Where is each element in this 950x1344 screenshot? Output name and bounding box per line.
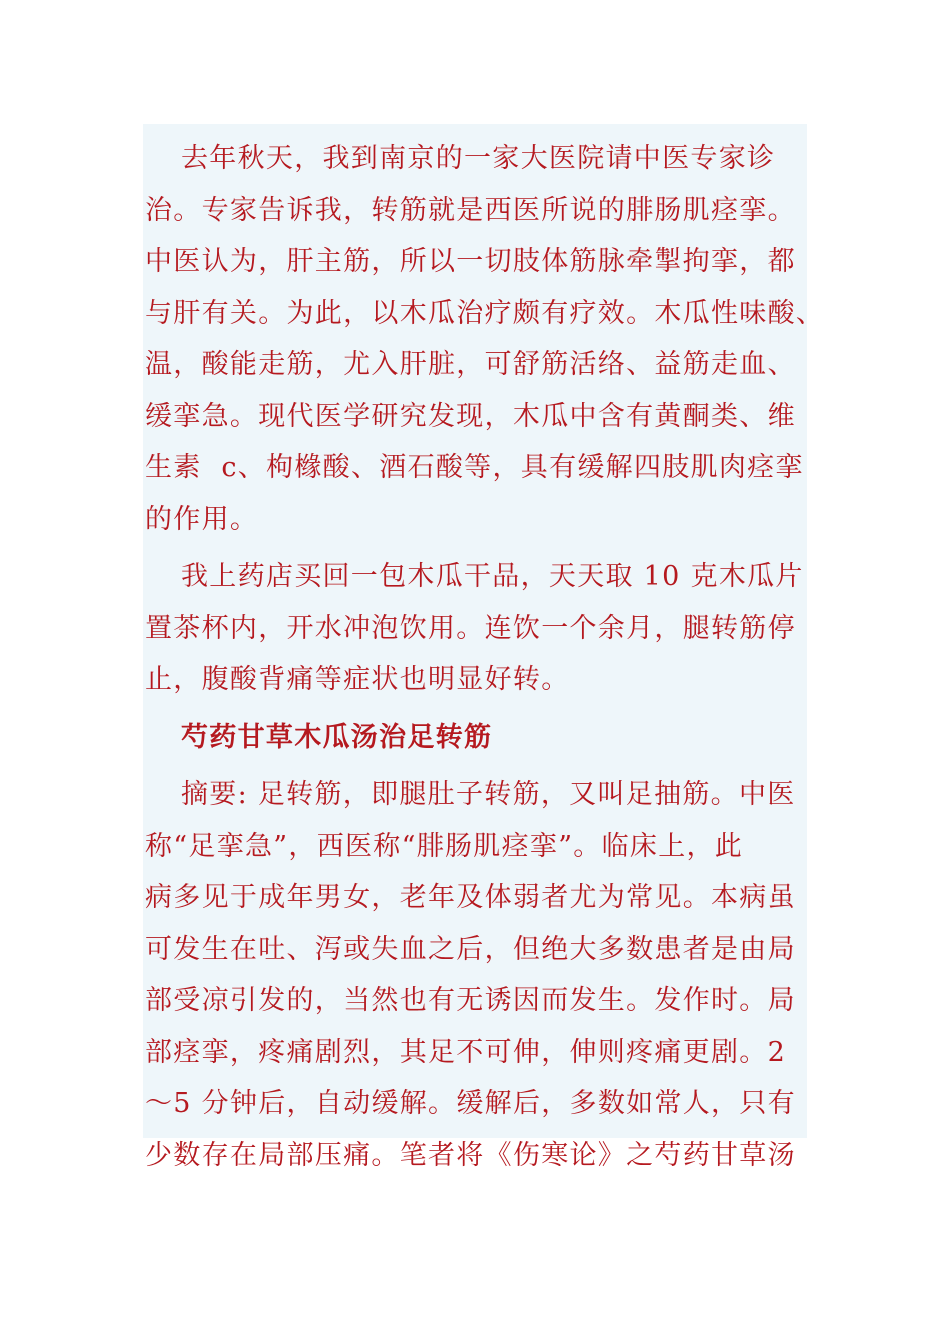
abstract-line-6: 部痉挛，疼痛剧烈，其足不可伸，伸则疼痛更剧。2 <box>145 1036 787 1068</box>
paragraph-2-line-1: 我上药店买回一包木瓜干品，天天取 10 克木瓜片 <box>181 561 804 592</box>
paragraph-1-line-2: 治。专家告诉我，转筋就是西医所说的腓肠肌痉挛。 <box>145 194 796 226</box>
abstract-line-3: 病多见于成年男女，老年及体弱者尤为常见。本病虽 <box>145 882 796 913</box>
abstract-line-1: 摘要: 足转筋，即腿肚子转筋，又叫足抽筋。中医 <box>181 779 796 810</box>
paragraph-1-line-6: 缓挛急。现代医学研究发现，木瓜中含有黄酮类、维 <box>145 400 796 432</box>
paragraph-1-line-5: 温，酸能走筋，尤入肝脏，可舒筋活络、益筋走血、 <box>145 349 796 380</box>
abstract-line-2: 称“足挛急”，西医称“腓肠肌痉挛”。临床上，此 <box>145 830 744 862</box>
paragraph-1-line-8: 的作用。 <box>145 503 259 535</box>
abstract-line-4: 可发生在吐、泻或失血之后，但绝大多数患者是由局 <box>145 933 796 965</box>
abstract-line-8: 少数存在局部压痛。笔者将《伤寒论》之芍药甘草汤 <box>145 1139 796 1171</box>
paragraph-1-line-7: 生素 c、枸橼酸、酒石酸等，具有缓解四肢肌肉痉挛 <box>145 452 804 483</box>
section-heading: 芍药甘草木瓜汤治足转筋 <box>181 721 493 753</box>
paragraph-1-line-1: 去年秋天，我到南京的一家大医院请中医专家诊 <box>181 143 776 174</box>
paragraph-1-line-4: 与肝有关。为此，以木瓜治疗颇有疗效。木瓜性味酸、 <box>145 297 825 329</box>
article-body <box>145 133 835 1181</box>
paragraph-1-line-3: 中医认为，肝主筋，所以一切肢体筋脉牵掣拘挛，都 <box>145 246 796 277</box>
paragraph-2-line-2: 置茶杯内，开水冲泡饮用。连饮一个余月，腿转筋停 <box>145 612 796 644</box>
paragraph-2-line-3: 止，腹酸背痛等症状也明显好转。 <box>145 664 570 695</box>
abstract-line-7: ～5 分钟后，自动缓解。缓解后，多数如常人，只有 <box>145 1088 796 1119</box>
abstract-line-5: 部受凉引发的，当然也有无诱因而发生。发作时。局 <box>145 985 796 1016</box>
